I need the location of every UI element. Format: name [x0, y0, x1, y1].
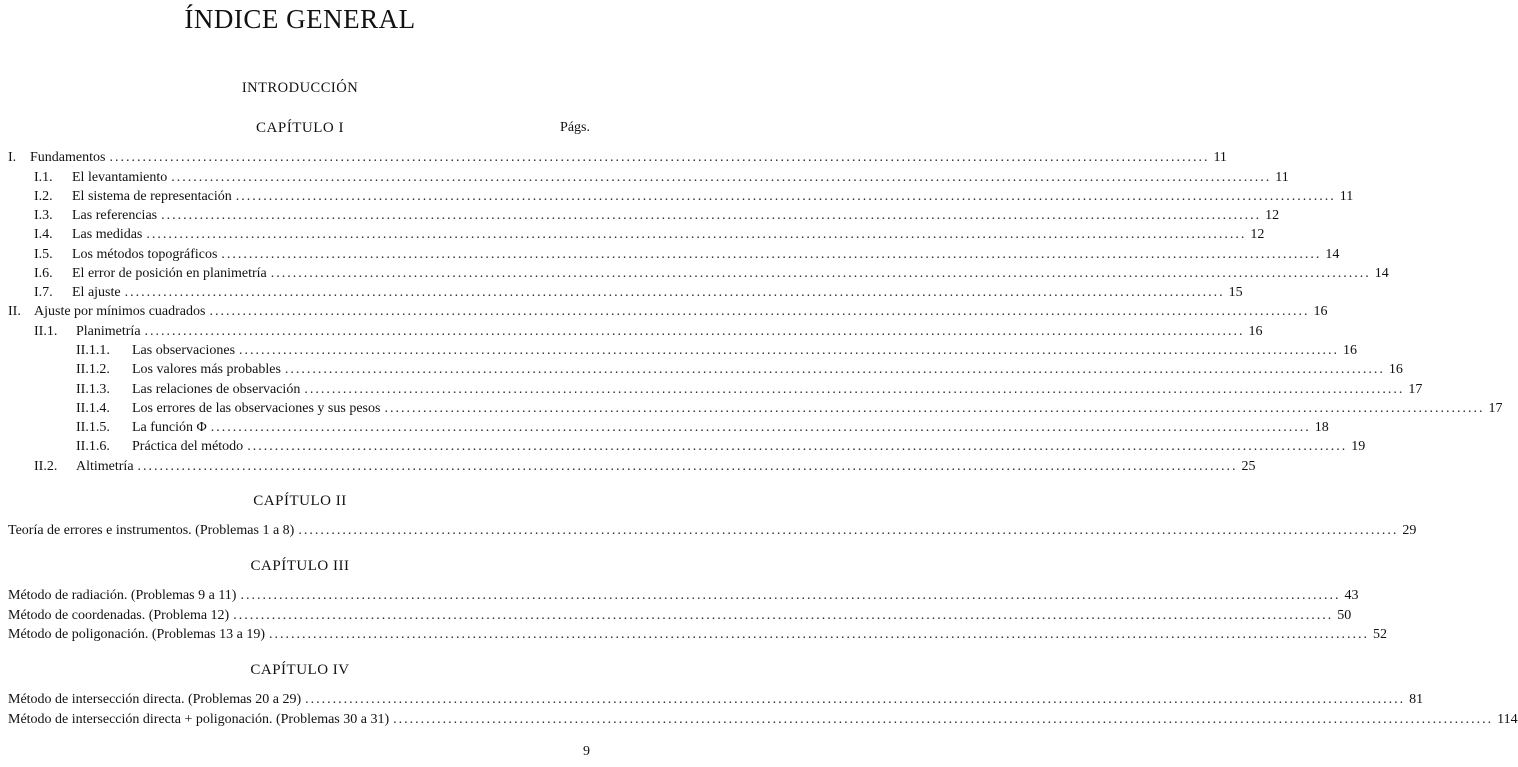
entry-text: El error de posición en planimetría: [72, 266, 267, 281]
entry-number: II.: [8, 304, 21, 319]
entry-number: I.1.: [34, 170, 53, 185]
entry-number: II.1.3.: [76, 382, 110, 397]
entry-text: Las medidas: [72, 227, 143, 242]
leader-dots: ........................................................................................................................................................................................................: [210, 420, 1311, 435]
entry-page: 17: [1488, 401, 1503, 416]
entry-page: 11: [1213, 150, 1227, 165]
toc-entry-radiacion: [8, 586, 1359, 606]
toc-entry-interseccion-poligonacion: [8, 710, 1518, 730]
entry-number: II.1.4.: [76, 401, 110, 416]
entry-page: 11: [1339, 189, 1354, 204]
entry-page: 81: [1409, 692, 1424, 707]
entry-text: Los métodos topográficos: [72, 247, 218, 262]
entry-number: II.1.2.: [76, 362, 110, 377]
entry-text: El ajuste: [72, 285, 121, 300]
entry-page: 17: [1408, 382, 1423, 397]
leader-dots: ........................................................................................................................................................................................................: [137, 459, 1238, 474]
leader-dots: ........................................................................................................................................................................................................: [284, 362, 1385, 377]
entry-text: Las observaciones: [132, 343, 236, 358]
entry-page: 16: [1388, 362, 1403, 377]
entry-page: 18: [1314, 420, 1329, 435]
chapter-1-heading: CAPÍTULO I: [256, 120, 344, 136]
toc-entry-poligonacion: [8, 625, 1388, 645]
entry-number: II.1.: [34, 324, 58, 339]
entry-text: Método de intersección directa. (Problemas 20 a 29): [8, 692, 302, 707]
entry-page: 12: [1250, 227, 1265, 242]
toc-entry-ii-1-4: [76, 399, 1503, 419]
leader-dots: ........................................................................................................................................................................................................: [161, 208, 1262, 223]
toc-entry-coordenadas: [8, 606, 1352, 626]
entry-page: 16: [1313, 304, 1328, 319]
toc-entry-i-4: [34, 225, 1265, 245]
entry-text: Planimetría: [76, 324, 141, 339]
entry-number: I.6.: [34, 266, 53, 281]
introduction-heading: INTRODUCCIÓN: [241, 80, 359, 96]
pages-column-header: Págs.: [560, 120, 590, 135]
page-number: 9: [583, 744, 590, 759]
entry-page: 114: [1497, 712, 1518, 727]
toc-entry-ii-1-1: [76, 341, 1358, 361]
toc-entry-ii: [8, 302, 1328, 322]
entry-page: 16: [1248, 324, 1263, 339]
entry-text: Los valores más probables: [132, 362, 281, 377]
toc-entry-i-6: [34, 264, 1389, 284]
chapter-3-heading: CAPÍTULO III: [250, 558, 350, 574]
entry-text: Las referencias: [72, 208, 158, 223]
leader-dots: ........................................................................................................................................................................................................: [124, 285, 1225, 300]
entry-number: II.1.5.: [76, 420, 110, 435]
toc-entry-i-3: [34, 206, 1280, 226]
toc-entry-ii-2: [34, 457, 1256, 477]
entry-number: I.2.: [34, 189, 53, 204]
entry-page: 15: [1228, 285, 1243, 300]
toc-entry-chapter-2: [8, 521, 1417, 541]
entry-page: 12: [1265, 208, 1280, 223]
entry-text: Ajuste por mínimos cuadrados: [34, 304, 206, 319]
entry-number: I.4.: [34, 227, 53, 242]
leader-dots: ........................................................................................................................................................................................................: [298, 523, 1399, 538]
entry-number: I.7.: [34, 285, 53, 300]
toc-entry-ii-1-3: [76, 380, 1423, 400]
entry-text: Los errores de las observaciones y sus pesos: [132, 401, 381, 416]
leader-dots: ........................................................................................................................................................................................................: [304, 382, 1405, 397]
entry-number: I.: [8, 150, 17, 165]
leader-dots: ........................................................................................................................................................................................................: [393, 712, 1494, 727]
entry-text: El levantamiento: [72, 170, 168, 185]
toc-entry-i-2: [34, 187, 1354, 207]
page-title: ÍNDICE GENERAL: [184, 4, 416, 34]
entry-text: Método de radiación. (Problemas 9 a 11): [8, 588, 237, 603]
entry-text: Método de coordenadas. (Problema 12): [8, 608, 230, 623]
toc-entry-i: [8, 148, 1227, 168]
entry-page: 14: [1325, 247, 1340, 262]
entry-page: 11: [1275, 170, 1289, 185]
leader-dots: ........................................................................................................................................................................................................: [305, 692, 1406, 707]
leader-dots: ........................................................................................................................................................................................................: [239, 343, 1340, 358]
entry-page: 52: [1373, 627, 1388, 642]
entry-page: 16: [1343, 343, 1358, 358]
entry-page: 25: [1241, 459, 1256, 474]
entry-page: 50: [1337, 608, 1352, 623]
toc-entry-ii-1: [34, 322, 1263, 342]
entry-number: II.1.6.: [76, 439, 110, 454]
entry-text: El sistema de representación: [72, 189, 232, 204]
entry-number: II.2.: [34, 459, 58, 474]
leader-dots: ........................................................................................................................................................................................................: [384, 401, 1485, 416]
entry-text: Teoría de errores e instrumentos. (Problemas 1 a 8): [8, 523, 295, 538]
entry-text: Método de poligonación. (Problemas 13 a 19): [8, 627, 266, 642]
entry-text: Práctica del método: [132, 439, 244, 454]
leader-dots: ........................................................................................................................................................................................................: [269, 627, 1370, 642]
entry-page: 14: [1374, 266, 1389, 281]
leader-dots: ........................................................................................................................................................................................................: [233, 608, 1334, 623]
entry-number: I.3.: [34, 208, 53, 223]
entry-number: II.1.1.: [76, 343, 110, 358]
leader-dots: ........................................................................................................................................................................................................: [146, 227, 1247, 242]
toc-entry-interseccion: [8, 690, 1424, 710]
entry-text: La función Φ: [132, 420, 207, 435]
chapter-2-heading: CAPÍTULO II: [253, 493, 347, 509]
chapter-4-heading: CAPÍTULO IV: [250, 662, 350, 678]
leader-dots: ........................................................................................................................................................................................................: [221, 247, 1322, 262]
leader-dots: ........................................................................................................................................................................................................: [209, 304, 1310, 319]
toc-entry-ii-1-2: [76, 360, 1403, 380]
toc-entry-ii-1-6: [76, 437, 1366, 457]
toc-entry-ii-1-5: [76, 418, 1329, 438]
toc-entry-i-5: [34, 245, 1340, 265]
entry-text: Método de intersección directa + poligonación. (Problemas 30 a 31): [8, 712, 390, 727]
entry-text: Fundamentos: [30, 150, 106, 165]
entry-text: Altimetría: [76, 459, 134, 474]
toc-entry-i-7: [34, 283, 1243, 303]
leader-dots: ........................................................................................................................................................................................................: [240, 588, 1341, 603]
leader-dots: ........................................................................................................................................................................................................: [109, 150, 1210, 165]
entry-page: 29: [1402, 523, 1417, 538]
entry-page: 19: [1351, 439, 1366, 454]
leader-dots: ........................................................................................................................................................................................................: [235, 189, 1336, 204]
entry-page: 43: [1344, 588, 1359, 603]
leader-dots: ........................................................................................................................................................................................................: [171, 170, 1272, 185]
toc-entry-i-1: [34, 168, 1289, 188]
leader-dots: ........................................................................................................................................................................................................: [247, 439, 1348, 454]
entry-number: I.5.: [34, 247, 53, 262]
entry-text: Las relaciones de observación: [132, 382, 301, 397]
leader-dots: ........................................................................................................................................................................................................: [144, 324, 1245, 339]
leader-dots: ........................................................................................................................................................................................................: [270, 266, 1371, 281]
